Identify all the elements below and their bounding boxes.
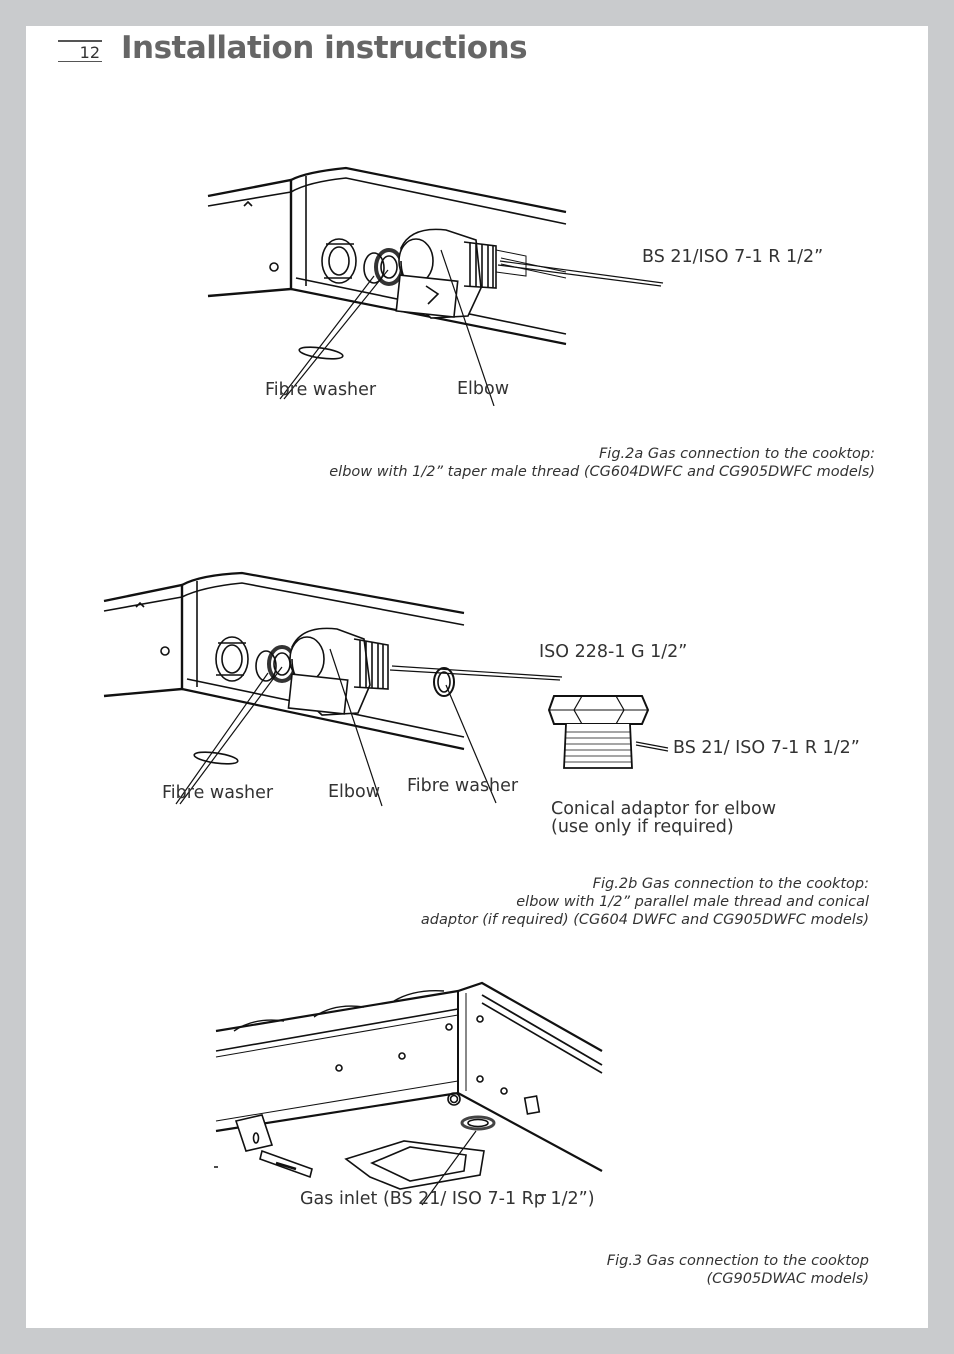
- page-number: 12: [58, 40, 102, 62]
- fig2b-label-elbow: Elbow: [328, 782, 381, 802]
- adaptor-label-line1: Conical adaptor for elbow: [551, 799, 777, 819]
- fig2a-caption: [329, 445, 875, 481]
- fig3-label-gas-inlet: Gas inlet (BS 21/ ISO 7-1 Rp 1/2”): [300, 1189, 595, 1209]
- page-title: Installation instructions: [121, 30, 528, 66]
- fig3-caption-line2: (CG905DWAC models): [706, 1271, 869, 1287]
- fig2b-label-fibre-washer-left: Fibre washer: [162, 783, 274, 803]
- fig3-caption-line1: Fig.3 Gas connection to the cooktop: [606, 1253, 869, 1269]
- fig2a-label-fibre-washer: Fibre washer: [265, 380, 377, 400]
- fig2a-caption-line2: elbow with 1/2” taper male thread (CG604DWFC and CG905DWFC models): [329, 464, 875, 480]
- adaptor-label-line2: (use only if required): [551, 817, 734, 837]
- fig3-caption: [607, 1252, 869, 1288]
- fig2b-label-iso-thread: ISO 228-1 G 1/2”: [539, 642, 688, 662]
- fig2a-illustration: [196, 166, 836, 406]
- fig2b-caption-line3: adaptor (if required) (CG604 DWFC and CG905DWFC models): [420, 912, 869, 928]
- fig2a-caption-line1: Fig.2a Gas connection to the cooktop:: [598, 446, 875, 462]
- fig2a-label-thread: BS 21/ISO 7-1 R 1/2”: [642, 247, 824, 267]
- fig2b-caption-line2: elbow with 1/2” parallel male thread and conical: [516, 894, 869, 910]
- document-page: [26, 26, 928, 1328]
- fig2b-illustration: [92, 571, 732, 811]
- fig2b-label-bs-thread: BS 21/ ISO 7-1 R 1/2”: [673, 738, 860, 758]
- fig2a-label-elbow: Elbow: [457, 379, 510, 399]
- fig2b-caption: [421, 875, 869, 929]
- fig2b-caption-line1: Fig.2b Gas connection to the cooktop:: [592, 876, 869, 892]
- fig2b-label-adaptor: [551, 800, 776, 836]
- fig2b-label-fibre-washer-right: Fibre washer: [407, 776, 519, 796]
- fig3-illustration: [214, 981, 606, 1206]
- conical-adaptor-illustration: [546, 692, 681, 774]
